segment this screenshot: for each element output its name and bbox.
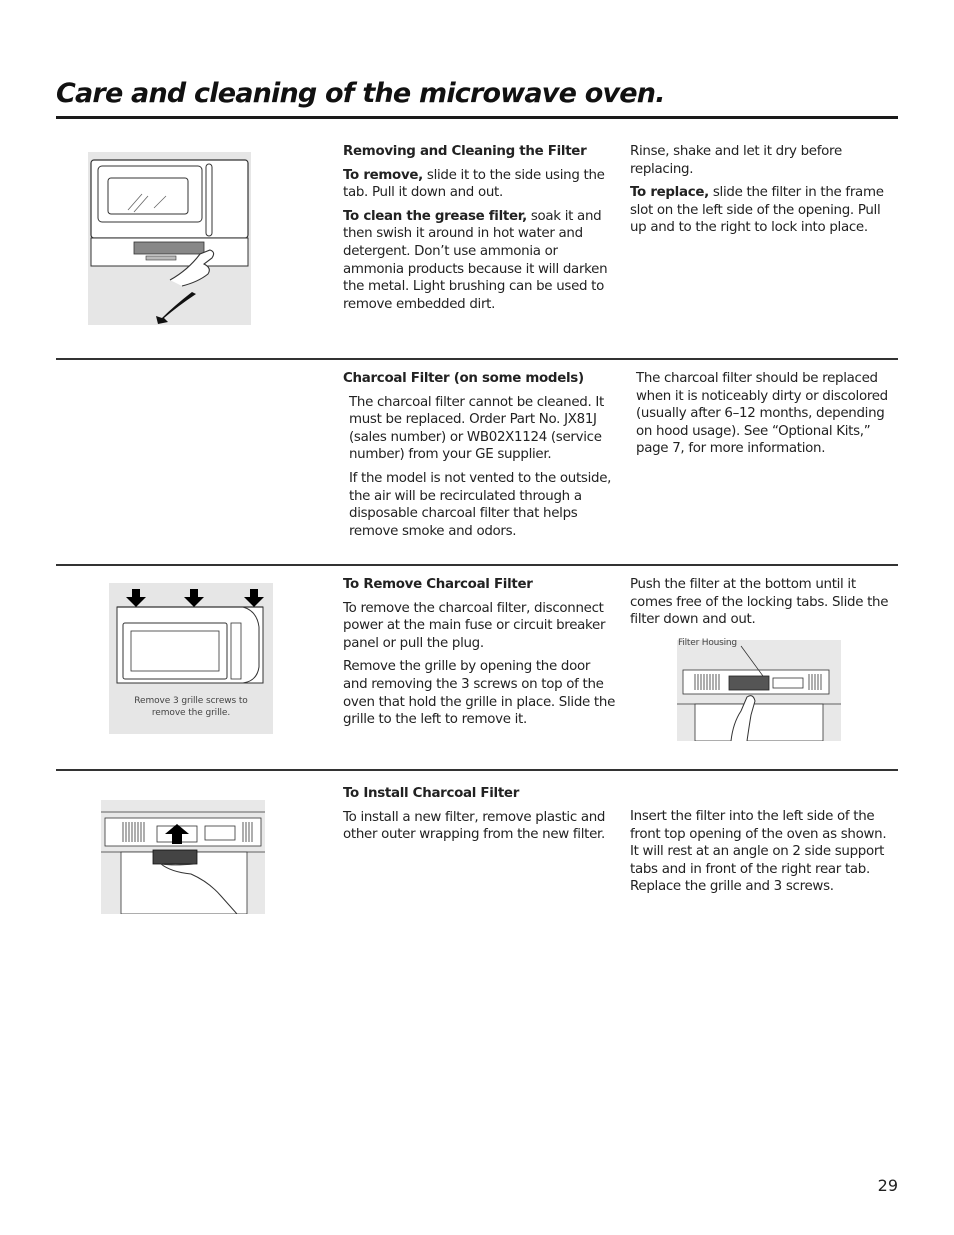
remove-grille-paragraph: Remove the grille by opening the door and removing the 3 screws on top of the oven that hold the grille in place. Slide the grille to the left to remove it. <box>343 659 616 728</box>
section1-heading: Removing and Cleaning the Filter <box>343 144 587 159</box>
section1-left-text <box>343 143 613 319</box>
section-divider <box>56 358 898 360</box>
remove-paragraph <box>343 167 613 202</box>
page-number: 29 <box>877 1176 898 1195</box>
grille-screws-caption: Remove 3 grille screws to remove the grille. <box>134 696 248 718</box>
install-unwrap-paragraph: To install a new filter, remove plastic and other outer wrapping from the new filter. <box>343 809 606 843</box>
page-title: Care and cleaning of the microwave oven. <box>56 78 665 109</box>
replace-lead: To replace, <box>630 185 709 201</box>
section2-right-text <box>636 370 892 464</box>
replace-paragraph <box>630 184 892 237</box>
section3-heading: To Remove Charcoal Filter <box>343 577 533 592</box>
charcoal-recirculated-paragraph: If the model is not vented to the outside, the air will be recirculated through a disposable charcoal filter that helps remove smoke and odors. <box>349 470 612 539</box>
rinse-paragraph: Rinse, shake and let it dry before replacing. <box>630 144 842 177</box>
push-filter-paragraph: Push the filter at the bottom until it comes free of the locking tabs. Slide the filter down and out. <box>630 577 889 628</box>
title-rule <box>56 116 898 119</box>
section2-left-text <box>343 370 613 546</box>
clean-lead: To clean the grease filter, <box>343 208 527 224</box>
section-divider <box>56 564 898 566</box>
section4-left-text <box>343 785 615 850</box>
filter-housing-label: Filter Housing <box>678 638 737 648</box>
section2-heading: Charcoal Filter (on some models) <box>343 371 584 386</box>
disconnect-power-paragraph: To remove the charcoal filter, disconnect power at the main fuse or circuit breaker panel or pull the plug. <box>343 600 606 651</box>
charcoal-replace-paragraph: The charcoal filter should be replaced when it is noticeably dirty or discolored (usually after 6–12 months, depending on hood usage). See “Optional Kits,” page 7, for more information. <box>636 371 888 457</box>
remove-text: slide it to the side using the tab. Pull it down and out. <box>343 167 605 201</box>
clean-text: soak it and then swish it around in hot water and detergent. Don’t use ammonia or ammonia products because it will darken the metal. Light brushing can be used to remove embedded dirt. <box>343 208 608 312</box>
replace-text: slide the filter in the frame slot on the left side of the opening. Pull up and to the right to lock into place. <box>630 185 884 236</box>
remove-lead: To remove, <box>343 167 423 183</box>
section3-right-text <box>630 576 896 635</box>
section1-right-text <box>630 143 892 243</box>
section-divider <box>56 769 898 771</box>
section4-right-text <box>630 808 892 902</box>
install-charcoal-filter-illustration <box>101 800 265 914</box>
filter-housing-illustration <box>677 640 841 741</box>
install-insert-paragraph: Insert the filter into the left side of the front top opening of the oven as shown. It will rest at an angle on 2 side support tabs and in front of the right rear tab. Replace the grille and 3 screws. <box>630 809 887 895</box>
section4-heading: To Install Charcoal Filter <box>343 786 520 801</box>
clean-paragraph <box>343 208 613 314</box>
microwave-filter-removal-illustration <box>88 152 251 325</box>
section3-left-text <box>343 576 615 735</box>
charcoal-cannot-clean-paragraph: The charcoal filter cannot be cleaned. It must be replaced. Order Part No. JX81J (sales number) or WB02X1124 (service number) from your GE supplier. <box>349 394 604 463</box>
